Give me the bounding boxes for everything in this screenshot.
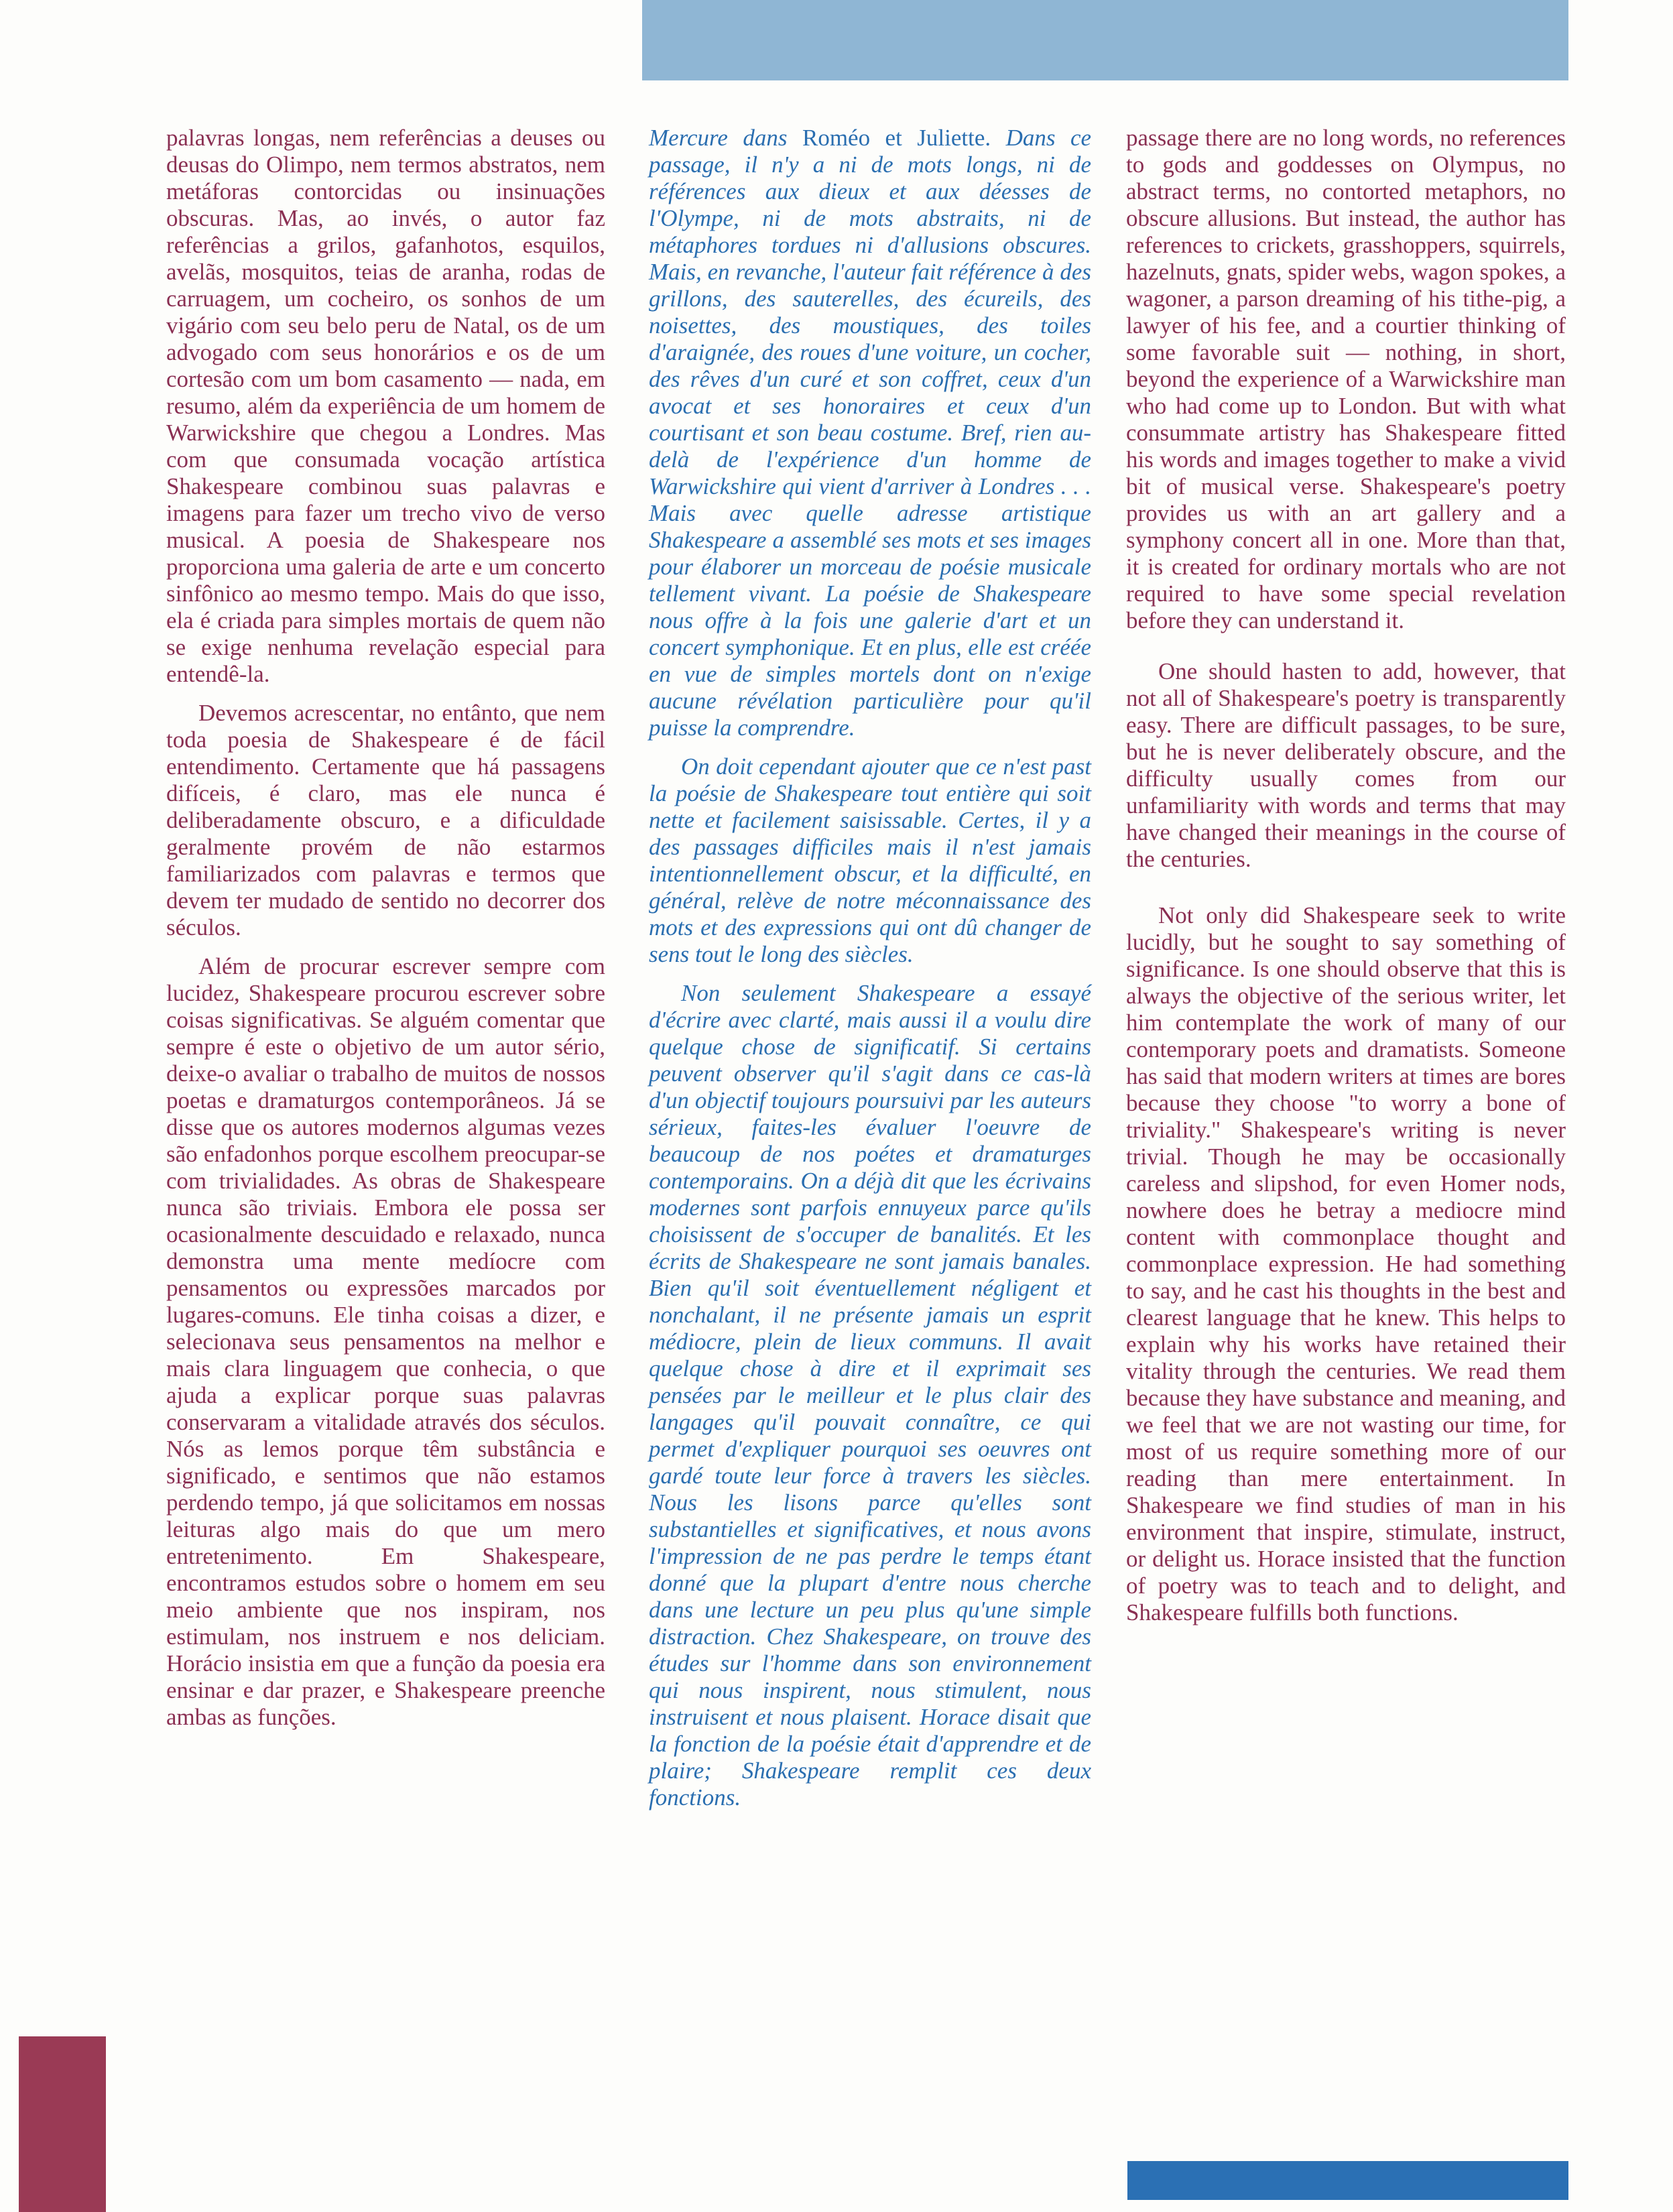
bottom-decorative-bar [1127, 2161, 1568, 2200]
fr-paragraph-1-lead: Mercure dans [649, 125, 802, 151]
portuguese-column [166, 125, 605, 1743]
english-column [1126, 125, 1566, 1638]
top-decorative-bar [642, 0, 1568, 80]
fr-paragraph-2: On doit cependant ajouter que ce n'est past la poésie de Shakespeare tout entière qui soit nette et facilement saisissable. Certes, il y a des passages difficiles mais il n'est jamais intentionnellement obscur, et la difficulté, en général, relève de notre méconnaissance des mots et des expressions qui ont dû changer de sens tout le long des siècles. [649, 753, 1091, 967]
pt-paragraph-2: Devemos acrescentar, no entânto, que nem toda poesia de Shakespeare é de fácil entendimento. Certamente que há passagens difíceis, é claro, mas ele nunca é deliberadamente obscuro, e a dificuldade geralmente provém de não estarmos familiarizados com palavras e termos que devem ter mudado de sentido no decorrer dos séculos. [166, 700, 605, 940]
fr-paragraph-3: Non seulement Shakespeare a essayé d'écrire avec clarté, mais aussi il a voulu dire quelque chose de significatif. Si certains peuvent observer qu'il s'agit dans ce cas-là d'un objectif toujours poursuivi par les auteurs sérieux, faites-les évaluer l'oeuvre de beaucoup de nos poétes et dramaturges contemporains. On a déjà dit que les écrivains modernes sont parfois ennuyeux parce qu'ils choisissent de s'occuper de banalités. Et les écrits de Shakespeare ne sont jamais banales. Bien qu'il soit éventuellement négligent et nonchalant, il ne présente jamais un esprit médiocre, plein de lieux communs. Il avait quelque chose à dire et il exprimait ses pensées par le meilleur et le plus clair des langages qu'il pouvait connaître, ce qui permet d'expliquer pourquoi ses oeuvres ont gardé toute leur force à travers les siècles. Nous les lisons parce qu'elles sont substantielles et significatives, et nous avons l'impression de ne pas perdre le temps étant donné que la plupart d'entre nous cherche dans une lecture un peu plus qu'une simple distraction. Chez Shakespeare, on trouve des études sur l'homme dans son environnement qui nous inspirent, nous stimulent, nous instruisent et nous plaisent. Horace disait que la fonction de la poésie était d'apprendre et de plaire; Shakespeare remplit ces deux fonctions. [649, 980, 1091, 1810]
fr-paragraph-1 [649, 125, 1091, 741]
fr-paragraph-1-body: Dans ce passage, il n'y a ni de mots longs, ni de références aux dieux et aux déesses de l'Olympe, ni de mots abstraits, ni de métaphores tordues ni d'allusions obscures. Mais, en revanche, l'auteur fait référence à des grillons, des sauterelles, des écureils, des noisettes, des moustiques, des toiles d'araignée, des roues d'une voiture, un cocher, des rêves d'un curé et son coffret, ceux d'un avocat et ses honoraires et ceux d'un courtisant et son beau costume. Bref, rien au-delà de l'expérience d'un homme de Warwickshire qui vient d'arriver à Londres . . . Mais avec quelle adresse artistique Shakespeare a assemblé ses mots et ses images pour élaborer un morceau de poésie musicale tellement vivant. La poésie de Shakespeare nous offre à la fois une galerie d'art et un concert symphonique. Et en plus, elle est créée en vue de simples mortels dont on n'exige aucune révélation particulière pour qu'il puisse la comprendre. [649, 125, 1092, 741]
pt-paragraph-1: palavras longas, nem referências a deuses ou deusas do Olimpo, nem termos abstratos, nem metáforas contorcidas ou insinuações obscuras. Mas, ao invés, o autor faz referências a grilos, gafanhotos, esquilos, avelãs, mosquitos, teias de aranha, rodas de carruagem, um cocheiro, os sonhos de um vigário com seu belo peru de Natal, os de um advogado com seus honorários e os de um cortesão com um bom casamento — nada, em resumo, além da experiência de um homem de Warwickshire que chegou a Londres. Mas com que consumada vocação artística Shakespeare combinou suas palavras e imagens para fazer um trecho vivo de verso musical. A poesia de Shakespeare nos proporciona uma galeria de arte e um concerto sinfônico ao mesmo tempo. Mais do que isso, ela é criada para simples mortais de quem não se exige nenhuma revelação especial para entendê-la. [166, 125, 605, 687]
pt-paragraph-3: Além de procurar escrever sempre com lucidez, Shakespeare procurou escrever sobre coisas significativas. Se alguém comentar que sempre é este o objetivo de um autor sério, deixe-o avaliar o trabalho de muitos de nossos poetas e dramaturgos contemporâneos. Já se disse que os autores modernos algumas vezes são enfadonhos porque escolhem preocupar-se com trivialidades. As obras de Shakespeare nunca são triviais. Embora ele possa ser ocasionalmente descuidado e relaxado, nunca demonstra uma mente medíocre com pensamentos ou expressões marcados por lugares-comuns. Ele tinha coisas a dizer, e selecionava seus pensamentos na melhor e mais clara linguagem que conhecia, o que ajuda a explicar porque suas palavras conservaram a vitalidade através dos séculos. Nós as lemos porque têm substância e significado, e sentimos que não estamos perdendo tempo, já que solicitamos em nossas leituras algo mais do que um mero entretenimento. Em Shakespeare, encontramos estudos sobre o homem em seu meio ambiente que nos inspiram, nos estimulam, nos instruem e nos deliciam. Horácio insistia em que a função da poesia era ensinar e dar prazer, e Shakespeare preenche ambas as funções. [166, 953, 605, 1730]
fr-play-title: Roméo et Juliette. [802, 125, 991, 151]
en-paragraph-2: One should hasten to add, however, that not all of Shakespeare's poetry is transparently easy. There are difficult passages, to be sure, but he is never deliberately obscure, and the difficulty usually comes from our unfamiliarity with words and terms that may have changed their meanings in the course of the centuries. [1126, 658, 1566, 872]
corner-decorative-block [19, 2036, 106, 2212]
en-paragraph-1: passage there are no long words, no references to gods and goddesses on Olympus, no abstract terms, no contorted metaphors, no obscure allusions. But instead, the author has references to crickets, grasshoppers, squirrels, hazelnuts, gnats, spider webs, wagon spokes, a wagoner, a parson dreaming of his tithe-pig, a lawyer of his fee, and a courtier thinking of some favorable suit — nothing, in short, beyond the experience of a Warwickshire man who had come up to London. But with what consummate artistry has Shakespeare fitted his words and images together to make a vivid bit of musical verse. Shakespeare's poetry provides us with an art gallery and a symphony concert all in one. More than that, it is created for ordinary mortals who are not required to have some special revelation before they can understand it. [1126, 125, 1566, 633]
french-column [649, 125, 1091, 1823]
en-paragraph-3: Not only did Shakespeare seek to write lucidly, but he sought to say something of significance. Is one should observe that this is always the objective of the serious writer, let him contemplate the work of many of our contemporary poets and dramatists. Someone has said that modern writers at times are bores because they choose "to worry a bone of triviality." Shakespeare's writing is never trivial. Though he may be occasionally careless and slipshod, for even Homer nods, nowhere does he betray a mediocre mind content with commonplace thought and commonplace expression. He had something to say, and he cast his thoughts in the best and clearest language that he knew. This helps to explain why his works have retained their vitality through the centuries. We read them because they have substance and meaning, and we feel that we are not wasting our time, for most of us require something more of our reading than mere entertainment. In Shakespeare we find studies of man in his environment that inspire, stimulate, instruct, or delight us. Horace insisted that the function of poetry was to teach and to delight, and Shakespeare fulfills both functions. [1126, 902, 1566, 1625]
